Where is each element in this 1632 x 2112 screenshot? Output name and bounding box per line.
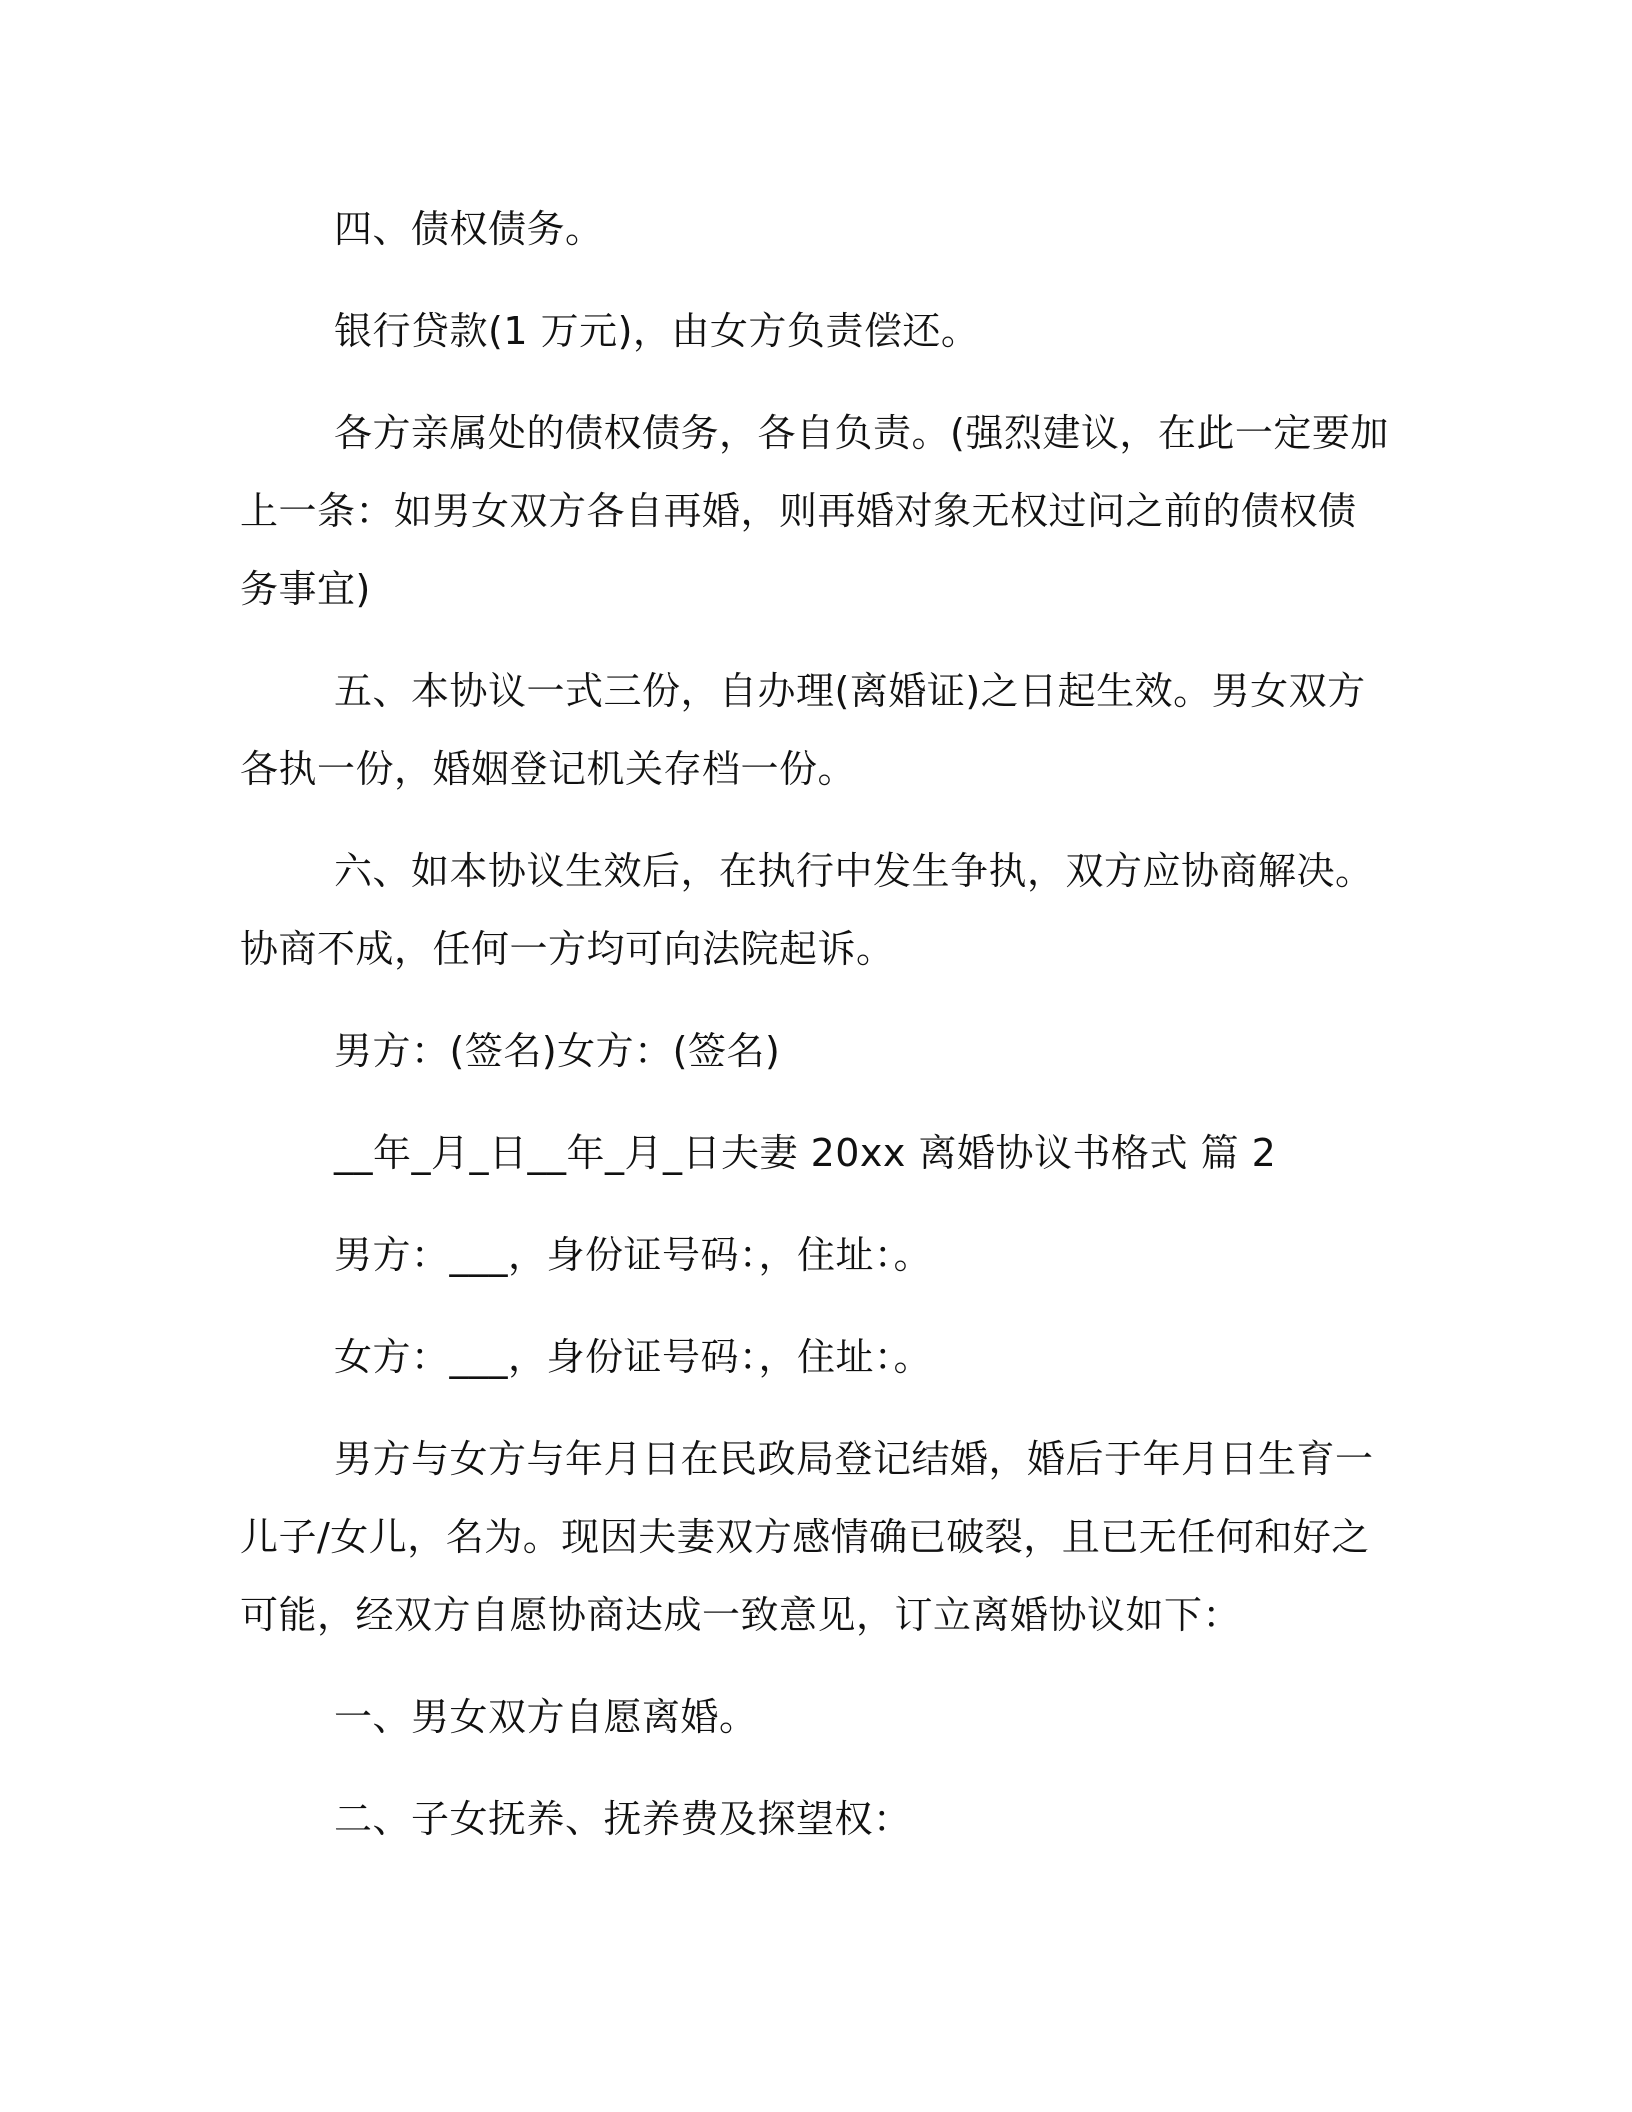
section-two-heading: 二、子女抚养、抚养费及探望权：: [334, 1797, 912, 1841]
section-one-heading: 一、男女双方自愿离婚。: [334, 1695, 758, 1739]
section-five-paragraph: 五、本协议一式三份，自办理(离婚证)之日起生效。男女双方各执一份，婚姻登记机关存档一份。: [240, 669, 1366, 791]
marriage-background-paragraph: 男方与女方与年月日在民政局登记结婚，婚后于年月日生育一儿子/女儿，名为。现因夫妻双方感情确已破裂，且已无任何和好之可能，经双方自愿协商达成一致意见，订立离婚协议如下：: [240, 1437, 1374, 1637]
section-four-heading: 四、债权债务。: [334, 207, 604, 251]
relatives-debt-paragraph: 各方亲属处的债权债务，各自负责。(强烈建议，在此一定要加上一条：如男女双方各自再婚，则再婚对象无权过问之前的债权债务事宜): [240, 411, 1389, 611]
husband-info-line: 男方：___，身份证号码：，住址：。: [334, 1233, 933, 1277]
date-and-title-line: __年_月_日__年_月_日夫妻 20xx 离婚协议书格式 篇 2: [334, 1131, 1277, 1175]
section-six-paragraph: 六、如本协议生效后，在执行中发生争执，双方应协商解决。协商不成，任何一方均可向法院起诉。: [240, 849, 1374, 971]
signature-line: 男方：(签名)女方：(签名): [334, 1029, 781, 1073]
wife-info-line: 女方：___，身份证号码：，住址：。: [334, 1335, 933, 1379]
document-body: [240, 190, 1390, 1882]
bank-loan-paragraph: 银行贷款(1 万元)，由女方负责偿还。: [334, 309, 980, 353]
